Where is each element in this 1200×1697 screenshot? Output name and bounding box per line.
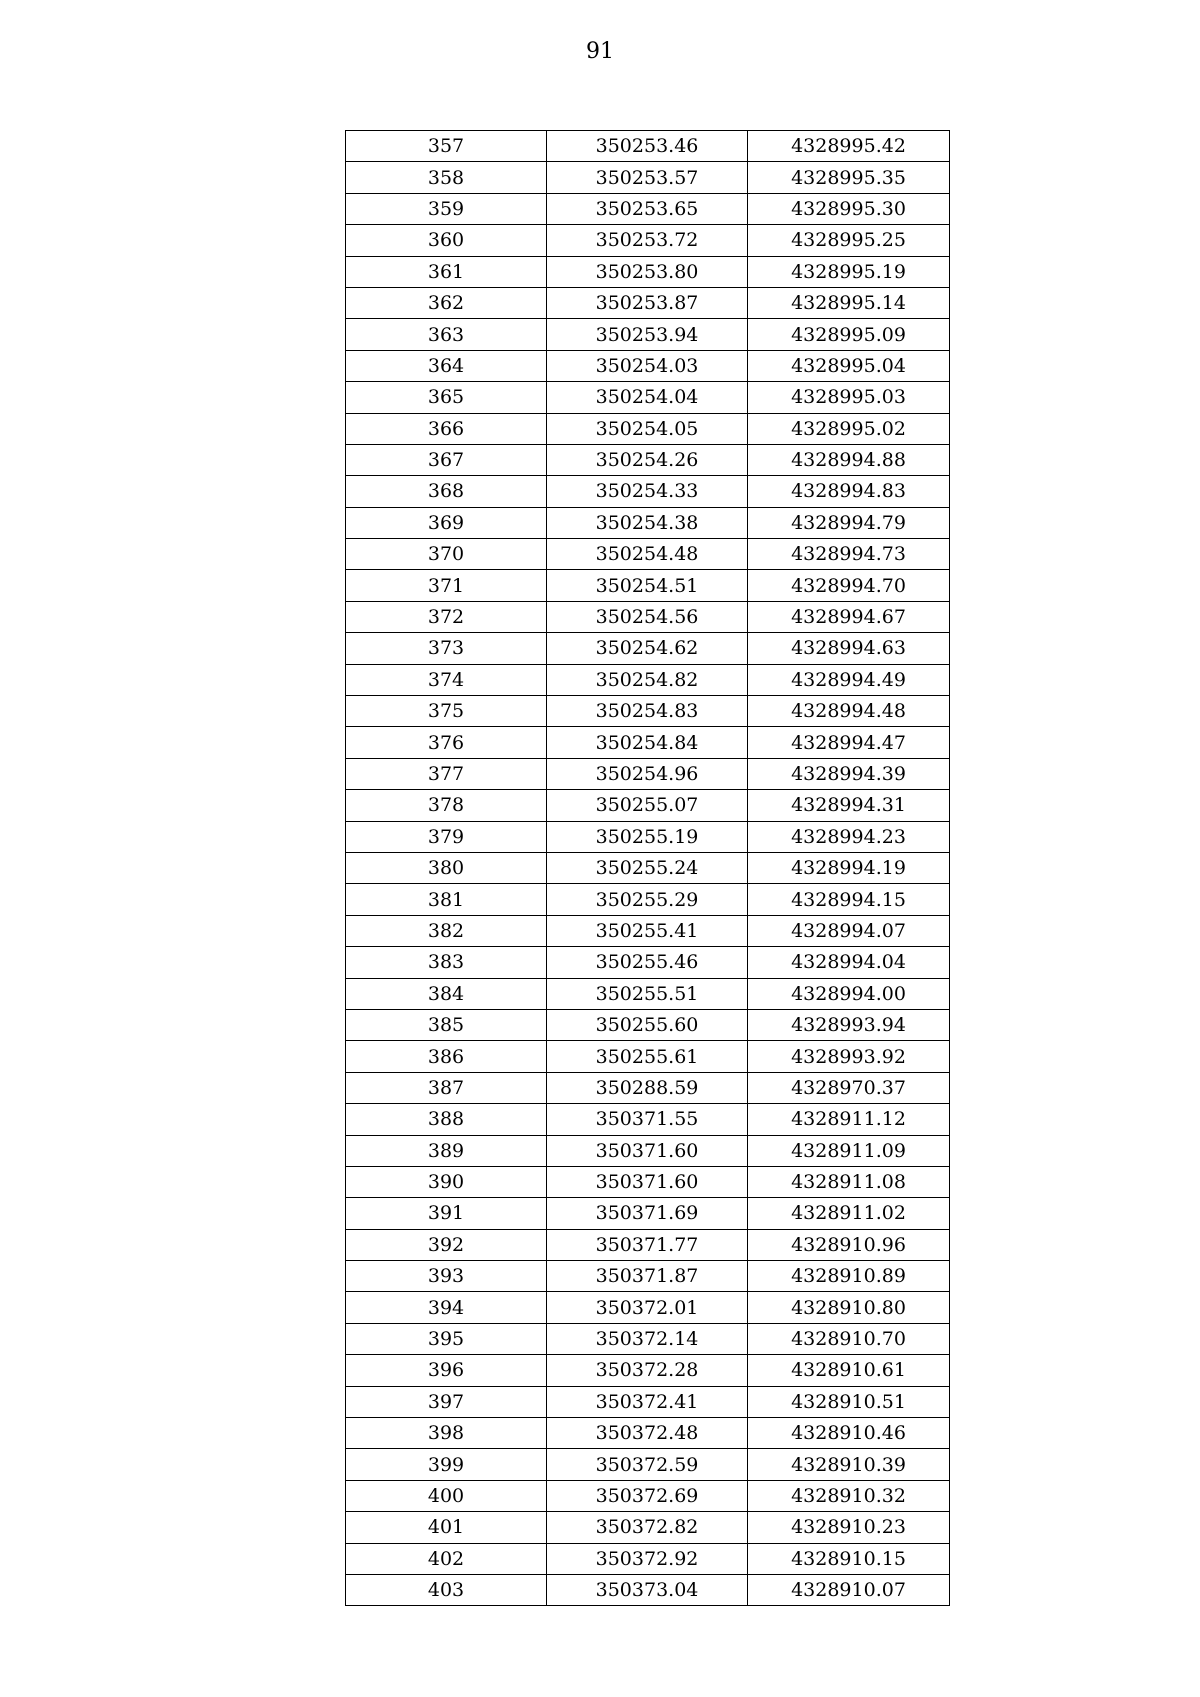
- y-coordinate-cell: 4328911.12: [748, 1104, 950, 1135]
- x-coordinate-cell: 350371.77: [547, 1229, 748, 1260]
- point-number-cell: 374: [346, 664, 547, 695]
- y-coordinate-cell: 4328911.08: [748, 1166, 950, 1197]
- y-coordinate-cell: 4328911.02: [748, 1198, 950, 1229]
- x-coordinate-cell: 350255.46: [547, 947, 748, 978]
- point-number-cell: 384: [346, 978, 547, 1009]
- point-number-cell: 377: [346, 758, 547, 789]
- table-row: [346, 1418, 950, 1449]
- point-number-cell: 367: [346, 444, 547, 475]
- table-row: [346, 915, 950, 946]
- x-coordinate-cell: 350253.72: [547, 225, 748, 256]
- x-coordinate-cell: 350371.87: [547, 1261, 748, 1292]
- table-row: [346, 1512, 950, 1543]
- table-row: [346, 193, 950, 224]
- table-row: [346, 444, 950, 475]
- table-row: [346, 1261, 950, 1292]
- table-row: [346, 1166, 950, 1197]
- x-coordinate-cell: 350255.60: [547, 1009, 748, 1040]
- y-coordinate-cell: 4328995.30: [748, 193, 950, 224]
- x-coordinate-cell: 350253.80: [547, 256, 748, 287]
- x-coordinate-cell: 350254.56: [547, 601, 748, 632]
- y-coordinate-cell: 4328995.09: [748, 319, 950, 350]
- table-row: [346, 539, 950, 570]
- x-coordinate-cell: 350254.51: [547, 570, 748, 601]
- x-coordinate-cell: 350254.38: [547, 507, 748, 538]
- y-coordinate-cell: 4328995.02: [748, 413, 950, 444]
- y-coordinate-cell: 4328994.79: [748, 507, 950, 538]
- x-coordinate-cell: 350255.61: [547, 1041, 748, 1072]
- y-coordinate-cell: 4328910.23: [748, 1512, 950, 1543]
- table-row: [346, 1072, 950, 1103]
- x-coordinate-cell: 350254.84: [547, 727, 748, 758]
- table-row: [346, 696, 950, 727]
- point-number-cell: 388: [346, 1104, 547, 1135]
- x-coordinate-cell: 350371.60: [547, 1135, 748, 1166]
- y-coordinate-cell: 4328910.89: [748, 1261, 950, 1292]
- y-coordinate-cell: 4328994.67: [748, 601, 950, 632]
- y-coordinate-cell: 4328993.94: [748, 1009, 950, 1040]
- point-number-cell: 387: [346, 1072, 547, 1103]
- table-row: [346, 1229, 950, 1260]
- y-coordinate-cell: 4328910.39: [748, 1449, 950, 1480]
- y-coordinate-cell: 4328994.83: [748, 476, 950, 507]
- table-row: [346, 319, 950, 350]
- point-number-cell: 379: [346, 821, 547, 852]
- y-coordinate-cell: 4328910.07: [748, 1574, 950, 1605]
- table-row: [346, 1198, 950, 1229]
- point-number-cell: 376: [346, 727, 547, 758]
- table-row: [346, 1574, 950, 1605]
- y-coordinate-cell: 4328910.96: [748, 1229, 950, 1260]
- table-row: [346, 1104, 950, 1135]
- table-row: [346, 727, 950, 758]
- x-coordinate-cell: 350253.46: [547, 131, 748, 162]
- point-number-cell: 370: [346, 539, 547, 570]
- point-number-cell: 360: [346, 225, 547, 256]
- y-coordinate-cell: 4328994.70: [748, 570, 950, 601]
- point-number-cell: 398: [346, 1418, 547, 1449]
- x-coordinate-cell: 350255.24: [547, 852, 748, 883]
- x-coordinate-cell: 350254.33: [547, 476, 748, 507]
- y-coordinate-cell: 4328910.46: [748, 1418, 950, 1449]
- point-number-cell: 364: [346, 350, 547, 381]
- x-coordinate-cell: 350288.59: [547, 1072, 748, 1103]
- point-number-cell: 357: [346, 131, 547, 162]
- page-number: 91: [586, 39, 614, 64]
- table-row: [346, 413, 950, 444]
- y-coordinate-cell: 4328910.32: [748, 1480, 950, 1511]
- y-coordinate-cell: 4328994.15: [748, 884, 950, 915]
- table-row: [346, 225, 950, 256]
- table-row: [346, 1386, 950, 1417]
- point-number-cell: 382: [346, 915, 547, 946]
- table-row: [346, 947, 950, 978]
- table-row: [346, 1041, 950, 1072]
- y-coordinate-cell: 4328994.39: [748, 758, 950, 789]
- x-coordinate-cell: 350253.65: [547, 193, 748, 224]
- y-coordinate-cell: 4328910.61: [748, 1355, 950, 1386]
- table-row: [346, 570, 950, 601]
- point-number-cell: 366: [346, 413, 547, 444]
- table-row: [346, 382, 950, 413]
- x-coordinate-cell: 350372.92: [547, 1543, 748, 1574]
- point-number-cell: 399: [346, 1449, 547, 1480]
- point-number-cell: 361: [346, 256, 547, 287]
- x-coordinate-cell: 350371.60: [547, 1166, 748, 1197]
- y-coordinate-cell: 4328995.19: [748, 256, 950, 287]
- x-coordinate-cell: 350372.82: [547, 1512, 748, 1543]
- point-number-cell: 385: [346, 1009, 547, 1040]
- y-coordinate-cell: 4328970.37: [748, 1072, 950, 1103]
- table-row: [346, 978, 950, 1009]
- point-number-cell: 383: [346, 947, 547, 978]
- x-coordinate-cell: 350372.48: [547, 1418, 748, 1449]
- table-row: [346, 131, 950, 162]
- x-coordinate-cell: 350372.59: [547, 1449, 748, 1480]
- y-coordinate-cell: 4328911.09: [748, 1135, 950, 1166]
- x-coordinate-cell: 350372.14: [547, 1323, 748, 1354]
- x-coordinate-cell: 350372.69: [547, 1480, 748, 1511]
- x-coordinate-cell: 350254.03: [547, 350, 748, 381]
- point-number-cell: 393: [346, 1261, 547, 1292]
- y-coordinate-cell: 4328994.49: [748, 664, 950, 695]
- x-coordinate-cell: 350253.57: [547, 162, 748, 193]
- table-row: [346, 758, 950, 789]
- x-coordinate-cell: 350254.82: [547, 664, 748, 695]
- table-row: [346, 1480, 950, 1511]
- point-number-cell: 391: [346, 1198, 547, 1229]
- table-row: [346, 350, 950, 381]
- table-row: [346, 633, 950, 664]
- point-number-cell: 397: [346, 1386, 547, 1417]
- table-row: [346, 1355, 950, 1386]
- point-number-cell: 395: [346, 1323, 547, 1354]
- table-row: [346, 1449, 950, 1480]
- point-number-cell: 378: [346, 790, 547, 821]
- y-coordinate-cell: 4328994.73: [748, 539, 950, 570]
- y-coordinate-cell: 4328995.25: [748, 225, 950, 256]
- coordinates-table-body: [346, 131, 950, 1606]
- y-coordinate-cell: 4328994.88: [748, 444, 950, 475]
- x-coordinate-cell: 350372.41: [547, 1386, 748, 1417]
- x-coordinate-cell: 350255.41: [547, 915, 748, 946]
- x-coordinate-cell: 350372.01: [547, 1292, 748, 1323]
- table-row: [346, 790, 950, 821]
- x-coordinate-cell: 350254.96: [547, 758, 748, 789]
- point-number-cell: 372: [346, 601, 547, 632]
- point-number-cell: 389: [346, 1135, 547, 1166]
- point-number-cell: 358: [346, 162, 547, 193]
- table-row: [346, 852, 950, 883]
- y-coordinate-cell: 4328994.31: [748, 790, 950, 821]
- y-coordinate-cell: 4328994.07: [748, 915, 950, 946]
- x-coordinate-cell: 350255.19: [547, 821, 748, 852]
- y-coordinate-cell: 4328994.47: [748, 727, 950, 758]
- table-row: [346, 1292, 950, 1323]
- x-coordinate-cell: 350255.07: [547, 790, 748, 821]
- y-coordinate-cell: 4328995.35: [748, 162, 950, 193]
- y-coordinate-cell: 4328910.70: [748, 1323, 950, 1354]
- x-coordinate-cell: 350253.94: [547, 319, 748, 350]
- x-coordinate-cell: 350254.26: [547, 444, 748, 475]
- point-number-cell: 373: [346, 633, 547, 664]
- point-number-cell: 381: [346, 884, 547, 915]
- table-row: [346, 821, 950, 852]
- table-row: [346, 601, 950, 632]
- point-number-cell: 368: [346, 476, 547, 507]
- y-coordinate-cell: 4328995.14: [748, 287, 950, 318]
- table-row: [346, 1323, 950, 1354]
- table-row: [346, 162, 950, 193]
- y-coordinate-cell: 4328910.15: [748, 1543, 950, 1574]
- y-coordinate-cell: 4328994.63: [748, 633, 950, 664]
- table-row: [346, 507, 950, 538]
- point-number-cell: 359: [346, 193, 547, 224]
- point-number-cell: 386: [346, 1041, 547, 1072]
- point-number-cell: 362: [346, 287, 547, 318]
- point-number-cell: 392: [346, 1229, 547, 1260]
- x-coordinate-cell: 350373.04: [547, 1574, 748, 1605]
- y-coordinate-cell: 4328994.00: [748, 978, 950, 1009]
- point-number-cell: 396: [346, 1355, 547, 1386]
- y-coordinate-cell: 4328910.51: [748, 1386, 950, 1417]
- x-coordinate-cell: 350254.05: [547, 413, 748, 444]
- point-number-cell: 402: [346, 1543, 547, 1574]
- x-coordinate-cell: 350254.62: [547, 633, 748, 664]
- x-coordinate-cell: 350255.29: [547, 884, 748, 915]
- table-row: [346, 476, 950, 507]
- point-number-cell: 365: [346, 382, 547, 413]
- y-coordinate-cell: 4328994.04: [748, 947, 950, 978]
- x-coordinate-cell: 350255.51: [547, 978, 748, 1009]
- coordinates-table: [345, 130, 950, 1606]
- table-row: [346, 664, 950, 695]
- y-coordinate-cell: 4328995.03: [748, 382, 950, 413]
- y-coordinate-cell: 4328995.04: [748, 350, 950, 381]
- point-number-cell: 375: [346, 696, 547, 727]
- y-coordinate-cell: 4328994.23: [748, 821, 950, 852]
- table-row: [346, 884, 950, 915]
- y-coordinate-cell: 4328995.42: [748, 131, 950, 162]
- point-number-cell: 390: [346, 1166, 547, 1197]
- point-number-cell: 363: [346, 319, 547, 350]
- point-number-cell: 380: [346, 852, 547, 883]
- y-coordinate-cell: 4328994.48: [748, 696, 950, 727]
- table-row: [346, 1543, 950, 1574]
- point-number-cell: 403: [346, 1574, 547, 1605]
- y-coordinate-cell: 4328994.19: [748, 852, 950, 883]
- x-coordinate-cell: 350254.83: [547, 696, 748, 727]
- table-row: [346, 256, 950, 287]
- x-coordinate-cell: 350371.55: [547, 1104, 748, 1135]
- x-coordinate-cell: 350254.04: [547, 382, 748, 413]
- x-coordinate-cell: 350371.69: [547, 1198, 748, 1229]
- point-number-cell: 369: [346, 507, 547, 538]
- table-row: [346, 1135, 950, 1166]
- table-row: [346, 287, 950, 318]
- y-coordinate-cell: 4328910.80: [748, 1292, 950, 1323]
- y-coordinate-cell: 4328993.92: [748, 1041, 950, 1072]
- x-coordinate-cell: 350253.87: [547, 287, 748, 318]
- x-coordinate-cell: 350372.28: [547, 1355, 748, 1386]
- table-row: [346, 1009, 950, 1040]
- point-number-cell: 371: [346, 570, 547, 601]
- x-coordinate-cell: 350254.48: [547, 539, 748, 570]
- point-number-cell: 394: [346, 1292, 547, 1323]
- point-number-cell: 400: [346, 1480, 547, 1511]
- point-number-cell: 401: [346, 1512, 547, 1543]
